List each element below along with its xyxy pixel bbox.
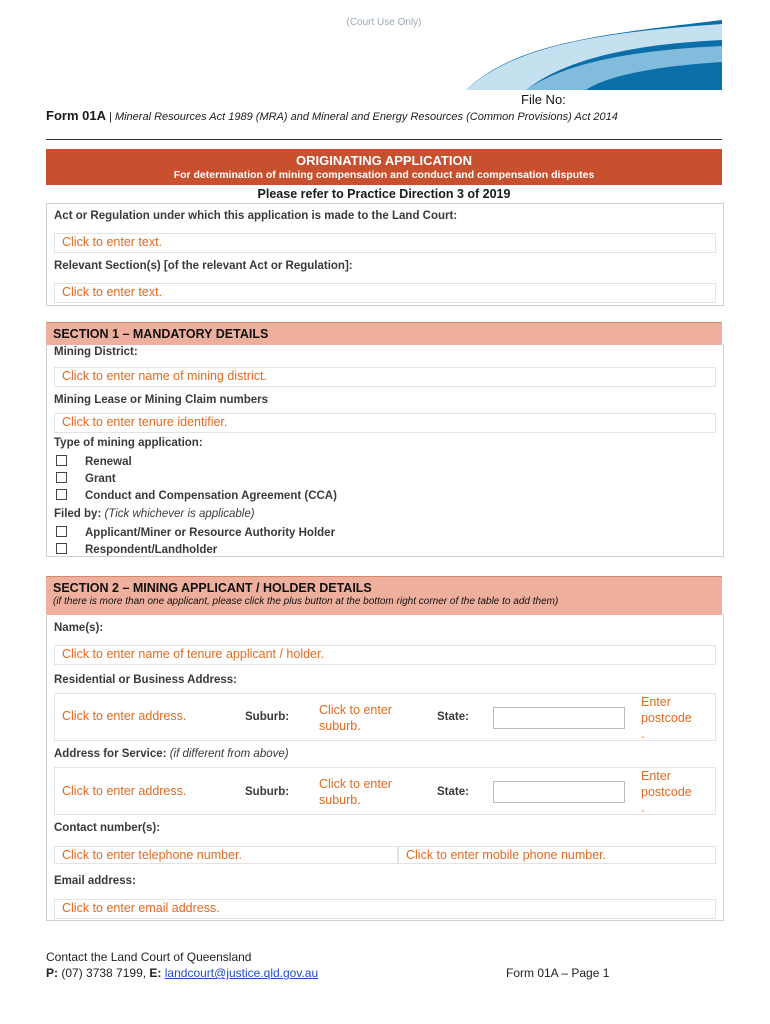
footer-email-link[interactable]: landcourt@justice.qld.gov.au xyxy=(164,966,319,980)
service-address-text: Address for Service: xyxy=(54,748,167,760)
service-state-select[interactable] xyxy=(493,781,625,803)
service-postcode-input[interactable]: Enter postcode . xyxy=(641,769,692,815)
mining-district-label: Mining District: xyxy=(54,346,138,358)
residential-address-input[interactable]: Click to enter address. xyxy=(62,709,187,723)
form-title xyxy=(46,109,722,124)
filed-by-text: Filed by: xyxy=(54,508,102,520)
service-suburb-input[interactable]: Click to enter suburb. xyxy=(319,777,392,807)
footer-contact: Contact the Land Court of Queensland xyxy=(46,950,252,964)
application-subtitle: For determination of mining compensation and conduct and compensation disputes xyxy=(173,169,595,181)
footer-phone-label: P: xyxy=(46,966,58,980)
checkbox-cca-label: Conduct and Compensation Agreement (CCA) xyxy=(85,490,337,502)
names-input[interactable]: Click to enter name of tenure applicant / holder. xyxy=(54,645,716,665)
suburb-label: Suburb: xyxy=(245,711,290,723)
court-use-only-label: (Court Use Only) xyxy=(346,17,422,28)
section-1-title: SECTION 1 – MANDATORY DETAILS xyxy=(53,327,269,341)
title-separator: | xyxy=(109,111,112,123)
mobile-input[interactable]: Click to enter mobile phone number. xyxy=(398,846,716,864)
form-act-description: Mineral Resources Act 1989 (MRA) and Mineral and Energy Resources (Common Provisions) Act 2014 xyxy=(114,111,618,123)
relevant-section-input[interactable]: Click to enter text. xyxy=(54,283,716,303)
suburb-input[interactable]: Click to enter suburb. xyxy=(319,703,392,733)
originating-application-header xyxy=(46,149,722,185)
state-label: State: xyxy=(437,711,469,723)
footer-email-label: E: xyxy=(149,966,162,980)
section-2-title: SECTION 2 – MINING APPLICANT / HOLDER DETAILS xyxy=(53,581,372,595)
state-select[interactable] xyxy=(493,707,625,729)
section-2-header xyxy=(46,576,722,615)
file-number-label: File No: xyxy=(521,92,566,107)
filed-by-label xyxy=(54,508,255,520)
telephone-input[interactable]: Click to enter telephone number. xyxy=(54,846,398,864)
contact-number-label: Contact number(s): xyxy=(54,822,161,834)
checkbox-grant[interactable] xyxy=(56,472,116,485)
form-code: Form 01A xyxy=(46,108,106,123)
section-1-header xyxy=(46,322,722,345)
checkbox-applicant[interactable] xyxy=(56,526,335,539)
service-address-hint: (if different from above) xyxy=(169,748,289,760)
residential-address-label: Residential or Business Address: xyxy=(54,674,237,686)
service-suburb-label: Suburb: xyxy=(245,786,290,798)
act-regulation-label: Act or Regulation under which this application is made to the Land Court: xyxy=(54,210,458,222)
footer-contact-details xyxy=(46,966,318,980)
names-label: Name(s): xyxy=(54,622,104,634)
header-banner xyxy=(46,14,722,90)
checkbox-grant-label: Grant xyxy=(85,473,116,485)
mining-lease-input[interactable]: Click to enter tenure identifier. xyxy=(54,413,716,433)
service-state-label: State: xyxy=(437,786,469,798)
mining-lease-label: Mining Lease or Mining Claim numbers xyxy=(54,394,269,406)
checkbox-applicant-label: Applicant/Miner or Resource Authority Holder xyxy=(85,527,336,539)
checkbox-icon[interactable] xyxy=(56,543,67,554)
relevant-section-label: Relevant Section(s) [of the relevant Act or Regulation]: xyxy=(54,260,353,272)
mining-district-input[interactable]: Click to enter name of mining district. xyxy=(54,367,716,387)
checkbox-renewal[interactable] xyxy=(56,455,132,468)
checkbox-icon[interactable] xyxy=(56,455,67,466)
footer-page-number: Form 01A – Page 1 xyxy=(506,966,610,980)
email-label: Email address: xyxy=(54,875,136,887)
checkbox-cca[interactable] xyxy=(56,489,337,502)
email-input[interactable]: Click to enter email address. xyxy=(54,899,716,919)
checkbox-icon[interactable] xyxy=(56,489,67,500)
application-title: ORIGINATING APPLICATION xyxy=(296,153,472,168)
section-2-subtitle: (if there is more than one applicant, please click the plus button at the bottom right corner of the table to add them) xyxy=(53,596,559,607)
checkbox-renewal-label: Renewal xyxy=(85,456,132,468)
act-regulation-input[interactable]: Click to enter text. xyxy=(54,233,716,253)
checkbox-icon[interactable] xyxy=(56,472,67,483)
practice-direction-note: Please refer to Practice Direction 3 of 2019 xyxy=(257,187,511,201)
checkbox-icon[interactable] xyxy=(56,526,67,537)
application-type-label: Type of mining application: xyxy=(54,437,203,449)
postcode-input[interactable]: Enter postcode . xyxy=(641,695,692,741)
header-divider xyxy=(46,139,722,140)
footer-phone: (07) 3738 7199, xyxy=(61,966,147,980)
service-address-input[interactable]: Click to enter address. xyxy=(62,784,187,798)
service-address-label xyxy=(54,748,289,760)
checkbox-respondent-label: Respondent/Landholder xyxy=(85,544,218,556)
filed-by-hint: (Tick whichever is applicable) xyxy=(104,508,255,520)
checkbox-respondent[interactable] xyxy=(56,543,217,556)
